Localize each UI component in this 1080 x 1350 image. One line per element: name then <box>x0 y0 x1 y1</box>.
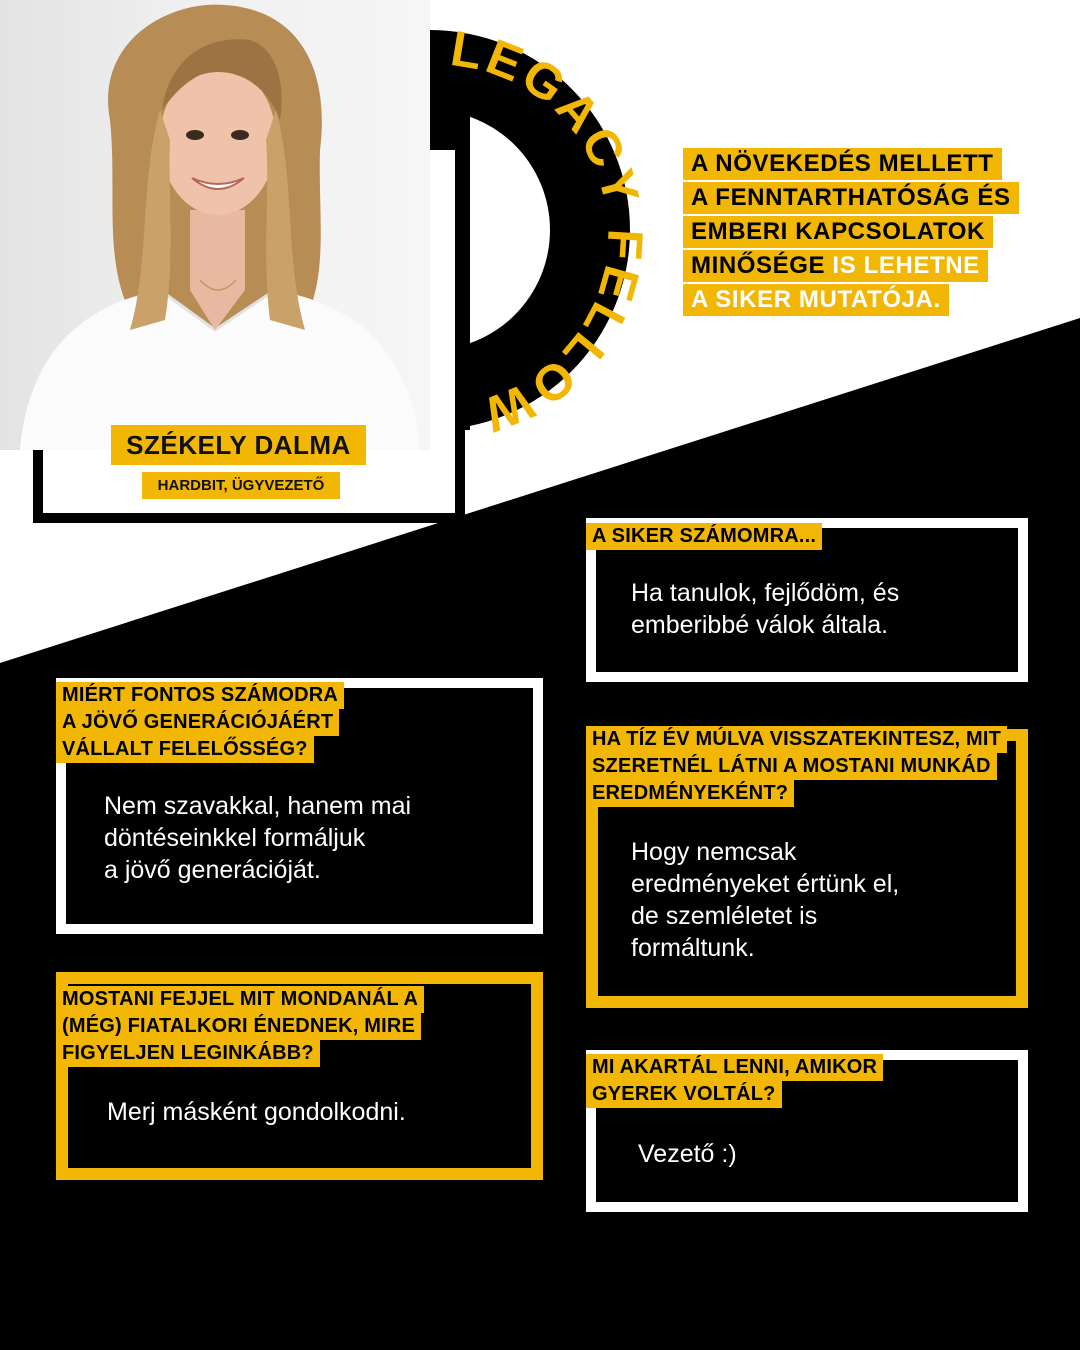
quote-segment: IS LEHETNE <box>832 252 980 279</box>
question-line: MOSTANI FEJJEL MIT MONDANÁL A <box>56 986 424 1013</box>
question-line: VÁLLALT FELELŐSSÉG? <box>56 736 314 763</box>
quote-segment: A NÖVEKEDÉS MELLETT <box>691 150 994 177</box>
answer-line: döntéseinkkel formáljuk <box>104 824 366 852</box>
card-childhood-question <box>586 1054 883 1108</box>
pull-quote <box>683 148 1053 318</box>
quote-segment: EMBERI KAPCSOLATOK <box>691 218 985 245</box>
question-line: A JÖVŐ GENERÁCIÓJÁÉRT <box>56 709 339 736</box>
quote-line <box>683 148 1002 180</box>
quote-line <box>683 182 1019 214</box>
quote-line <box>683 284 949 316</box>
badge-text: LEGACY FELLOW <box>446 20 654 440</box>
portrait-photo <box>0 0 430 450</box>
answer-line: eredményeket értünk el, <box>631 870 900 898</box>
quote-segment: MINŐSÉGE <box>691 252 833 279</box>
answer-line: Nem szavakkal, hanem mai <box>104 792 412 820</box>
answer-line: Vezető :) <box>638 1140 737 1168</box>
card-ten-years-question <box>586 726 1007 807</box>
question-line: HA TÍZ ÉV MÚLVA VISSZATEKINTESZ, MIT <box>586 726 1007 753</box>
card-younger-self-question <box>56 986 424 1067</box>
question-line: (MÉG) FIATALKORI ÉNEDNEK, MIRE <box>56 1013 421 1040</box>
card-responsibility-answer <box>104 790 411 886</box>
quote-line <box>683 250 988 282</box>
card-younger-self-answer <box>107 1096 406 1128</box>
question-line: MIÉRT FONTOS SZÁMODRA <box>56 682 344 709</box>
answer-line: de szemléletet is <box>631 902 818 930</box>
question-line: FIGYELJEN LEGINKÁBB? <box>56 1040 320 1067</box>
quote-line <box>683 216 993 248</box>
answer-line: Ha tanulok, fejlődöm, és <box>631 579 900 607</box>
card-ten-years-answer <box>631 836 899 964</box>
quote-segment: A FENNTARTHATÓSÁG ÉS <box>691 184 1011 211</box>
question-line: EREDMÉNYEKÉNT? <box>586 780 794 807</box>
answer-line: Hogy nemcsak <box>631 838 797 866</box>
answer-line: formáltunk. <box>631 934 755 962</box>
question-line: MI AKARTÁL LENNI, AMIKOR <box>586 1054 883 1081</box>
question-line: SZERETNÉL LÁTNI A MOSTANI MUNKÁD <box>586 753 997 780</box>
question-line: GYEREK VOLTÁL? <box>586 1081 782 1108</box>
answer-line: a jövő generációját. <box>104 856 321 884</box>
person-name: SZÉKELY DALMA <box>111 425 366 465</box>
quote-segment: A SIKER MUTATÓJA. <box>691 286 941 313</box>
card-success-question <box>586 523 822 550</box>
person-role: HARDBIT, ÜGYVEZETŐ <box>142 472 340 499</box>
answer-line: emberibbé válok általa. <box>631 611 889 639</box>
card-success-answer <box>631 577 899 641</box>
card-responsibility-question <box>56 682 344 763</box>
question-line: A SIKER SZÁMOMRA... <box>586 523 822 550</box>
answer-line: Merj másként gondolkodni. <box>107 1098 406 1126</box>
card-childhood-answer <box>638 1138 737 1170</box>
